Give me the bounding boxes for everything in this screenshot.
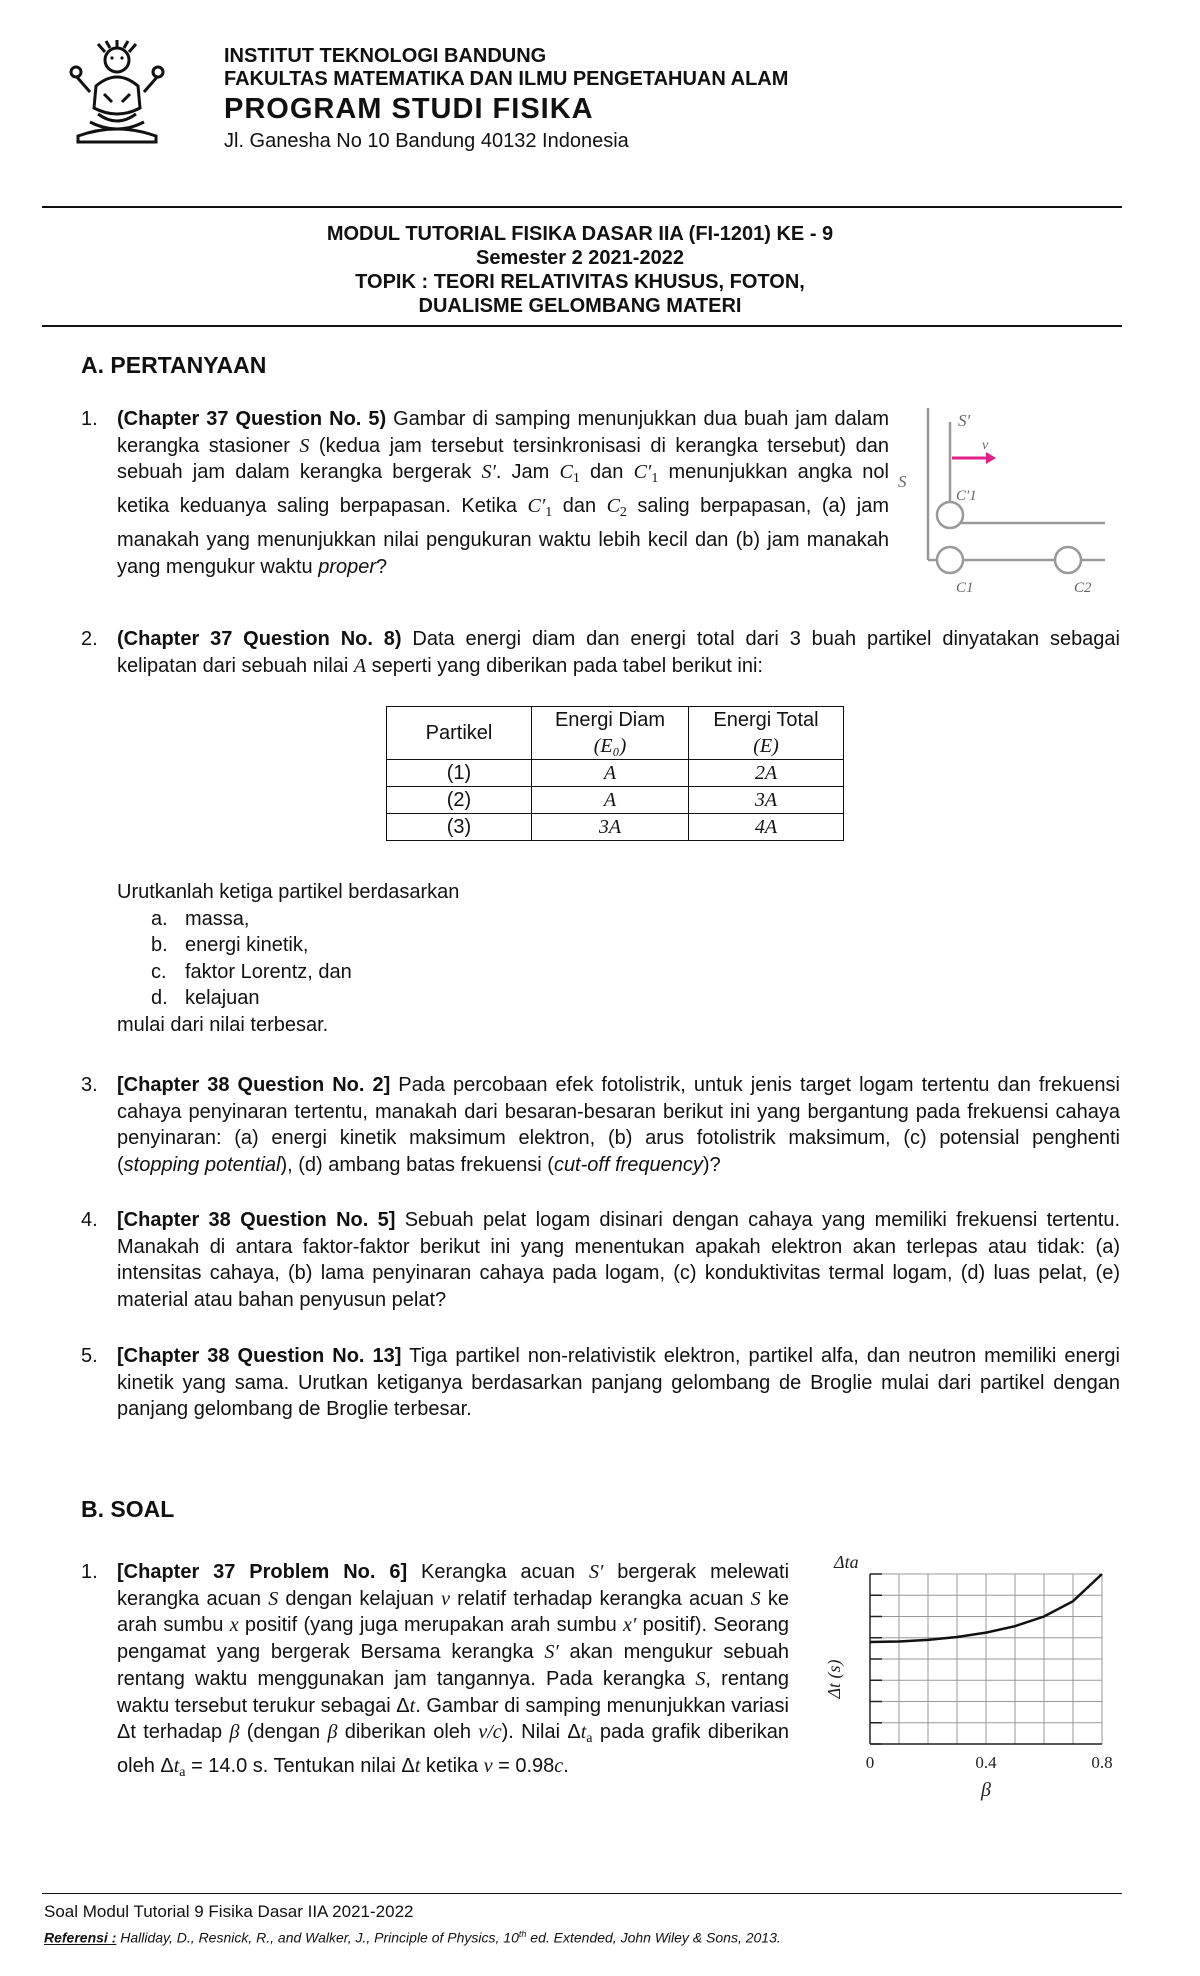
footer-title: Soal Modul Tutorial 9 Fisika Dasar IIA 2021-2022 (44, 1902, 414, 1921)
table-cell: 3A (532, 814, 689, 841)
table-row (387, 814, 844, 841)
section-b-title: B. SOAL (81, 1496, 175, 1522)
y-axis-label: Δt (s) (824, 1659, 844, 1699)
q2-outro: mulai dari nilai terbesar. (117, 1013, 329, 1036)
x-tick-label: 0.4 (975, 1753, 997, 1772)
clock-c1prime (937, 502, 963, 528)
q3-number: 3. (81, 1074, 98, 1096)
label-sprime: S′ (958, 411, 971, 430)
p1-number: 1. (81, 1561, 98, 1583)
table-cell: (1) (387, 760, 532, 787)
clock-c2 (1055, 547, 1081, 573)
list-item-label: d. (151, 987, 168, 1009)
header-rule (42, 206, 1122, 208)
label-c1: C1 (956, 580, 974, 596)
table-cell: 4A (689, 814, 844, 841)
frames-diagram (898, 408, 1105, 596)
q5-text (117, 1343, 1120, 1423)
x-axis-label: β (981, 1779, 991, 1801)
table-cell: 3A (689, 787, 844, 814)
q4-body: Sebuah pelat logam disinari dengan cahaya yang memiliki frekuensi tertentu. Manakah di antara faktor-faktor berikut ini yang menentukan apakah elektron akan terlepas atau tidak: (a) intensitas cahaya, (b) lama penyinaran cahaya pada logam, (c) konduktivitas termal logam, (d) luas pelat, (e) material atau bahan penyusun pelat? (117, 1209, 1120, 1312)
q1-ref: (Chapter 37 Question No. 5) (117, 408, 387, 430)
x-tick-label: 0.8 (1091, 1753, 1113, 1772)
list-item (117, 985, 459, 1012)
list-item-text: energi kinetik, (185, 934, 309, 956)
q4-text (117, 1207, 1120, 1314)
delta-t-chart (800, 1542, 1113, 1822)
q2-ordering-list (117, 879, 459, 1038)
header-energi-total-symbol: (E) (753, 735, 779, 757)
q3-body-c: )? (702, 1154, 721, 1177)
institute-name: INSTITUT TEKNOLOGI BANDUNG (224, 45, 547, 67)
label-v: v (982, 438, 989, 453)
q4-ref: [Chapter 38 Question No. 5] (117, 1209, 396, 1231)
energy-table (386, 706, 844, 841)
q3-text (117, 1072, 1120, 1179)
q5-number: 5. (81, 1345, 98, 1367)
label-s: S (898, 472, 907, 491)
module-semester: Semester 2 2021-2022 (476, 247, 684, 269)
p1-text: [Chapter 37 Problem No. 6] Kerangka acuan S′ bergerak melewati kerangka acuan S dengan kelajuan v relatif terhadap kerangka acuan S ke arah sumbu x positif (yang juga merupakan arah sumbu x′ positif). Seorang pengamat yang bergerak Bersama kerangka S′ akan mengukur sebuah rentang waktu menggunakan jam tangannya. Pada kerangka S, rentang waktu tersebut terukur sebagai Δt. Gambar di samping menunjukkan variasi Δt terhadap β (dengan β diberikan oleh v/c). Nilai $\Delta t_a$ pada grafik diberikan oleh $\Delta t_a = 14.0$ s. Tentukan nilai Δt ketika v = 0.98c. (117, 1561, 790, 1781)
table-row (387, 760, 844, 787)
table-row (387, 787, 844, 814)
table-cell: (3) (387, 814, 532, 841)
clock-c1 (937, 547, 963, 573)
q2-text: (Chapter 37 Question No. 8) Data energi diam dan energi total dari 3 buah partikel dinyatakan sebagai kelipatan dari sebuah nilai A seperti yang diberikan pada tabel berikut ini: (117, 628, 1120, 677)
module-topic-2: DUALISME GELOMBANG MATERI (418, 295, 742, 317)
label-c2: C2 (1074, 580, 1092, 596)
faculty-name: FAKULTAS MATEMATIKA DAN ILMU PENGETAHUAN ALAM (224, 68, 789, 90)
list-item-label: a. (151, 907, 168, 930)
table-cell: A (532, 787, 689, 814)
q3-body-b: ), (d) ambang batas frekuensi ( (280, 1154, 554, 1177)
module-title: MODUL TUTORIAL FISIKA DASAR IIA (FI-1201) KE - 9 (326, 223, 834, 245)
module-topic: TOPIK : TEORI RELATIVITAS KHUSUS, FOTON, (355, 271, 805, 293)
table-header-row (387, 707, 844, 760)
table-cell: A (532, 760, 689, 787)
header-energi-diam-symbol: (E₀) (593, 735, 627, 757)
list-item-label: c. (151, 960, 167, 983)
itb-logo (68, 36, 166, 146)
q3-italic-cutoff: cut-off frequency (553, 1154, 703, 1177)
footer-ref-sup: th (518, 1929, 527, 1939)
list-item (117, 906, 459, 933)
velocity-arrow (952, 452, 996, 464)
q4-number: 4. (81, 1209, 98, 1231)
footer-reference (44, 1929, 781, 1946)
list-item-text: massa, (185, 907, 250, 930)
table-cell: (2) (387, 787, 532, 814)
list-item-label: b. (151, 934, 168, 956)
program-name: PROGRAM STUDI FISIKA (224, 93, 594, 125)
footer-ref-label: Referensi : (44, 1929, 117, 1946)
q1-text: (Chapter 37 Question No. 5) Gambar di samping menunjukkan dua buah jam dalam kerangka stasioner S (kedua jam tersebut tersinkronisasi di kerangka tersebut) dan sebuah jam dalam kerangka bergerak S′. Jam $C_1$ dan $C'_1$ menunjukkan angka nol ketika keduanya saling berpapasan. Ketika $C'_1$ dan $C_2$ saling berpapasan, (a) jam manakah yang menunjukkan nilai pengukuran waktu lebih kecil dan (b) jam manakah yang mengukur waktu proper? (117, 408, 890, 578)
header-partikel: Partikel (387, 707, 532, 760)
list-item-text: faktor Lorentz, dan (185, 960, 352, 983)
q3-body-a: Pada percobaan efek fotolistrik, untuk jenis target logam tertentu dan frekuensi cahaya penyinaran tertentu, manakah dari besaran-besaran berikut ini yang bergantung pada frekuensi cahaya penyinaran: (a) energi kinetik maksimum elektron, (b) arus fotolistrik maksimum, (c) potensial penghenti ( (117, 1074, 1120, 1177)
x-tick-label: 0 (865, 1753, 875, 1772)
q2-intro: Urutkanlah ketiga partikel berdasarkan (117, 881, 460, 903)
list-item (117, 932, 459, 959)
delta-ta-label: Δta (834, 1552, 859, 1572)
q3-italic-stopping: stopping potential (123, 1154, 281, 1177)
q5-ref: [Chapter 38 Question No. 13] (117, 1345, 402, 1367)
q1-figure (898, 408, 1105, 596)
module-heading (280, 222, 880, 318)
q3-ref: [Chapter 38 Question No. 2] (117, 1074, 391, 1096)
header-energi-diam (532, 707, 689, 760)
header-energi-diam-label: Energi Diam (554, 709, 666, 731)
header-energi-total (689, 707, 844, 760)
p1-ref: [Chapter 37 Problem No. 6] (117, 1561, 408, 1583)
footer-rule (42, 1893, 1122, 1894)
q2-number: 2. (81, 628, 98, 650)
list-item (117, 959, 459, 986)
q1-number: 1. (81, 408, 98, 430)
section-a-title: A. PERTANYAAN (81, 352, 267, 378)
header-energi-total-label: Energi Total (713, 709, 819, 731)
table-cell: 2A (689, 760, 844, 787)
module-rule (42, 325, 1122, 327)
q2-ref: (Chapter 37 Question No. 8) (117, 628, 402, 650)
chart-svg (800, 1542, 1113, 1822)
footer-ref-text-end: ed. Extended, John Wiley & Sons, 2013. (526, 1929, 781, 1946)
address: Jl. Ganesha No 10 Bandung 40132 Indonesia (224, 130, 629, 152)
q5-body: Tiga partikel non-relativistik elektron, partikel alfa, dan neutron memiliki energi kinetik yang sama. Urutkan ketiganya berdasarkan panjang gelombang de Broglie mulai dari partikel dengan panjang gelombang de Broglie terbesar. (117, 1345, 1120, 1421)
list-item-text: kelajuan (185, 987, 260, 1009)
label-c1prime: C′1 (956, 488, 977, 504)
footer-ref-text: Halliday, D., Resnick, R., and Walker, J., Principle of Physics, 10 (116, 1929, 519, 1946)
